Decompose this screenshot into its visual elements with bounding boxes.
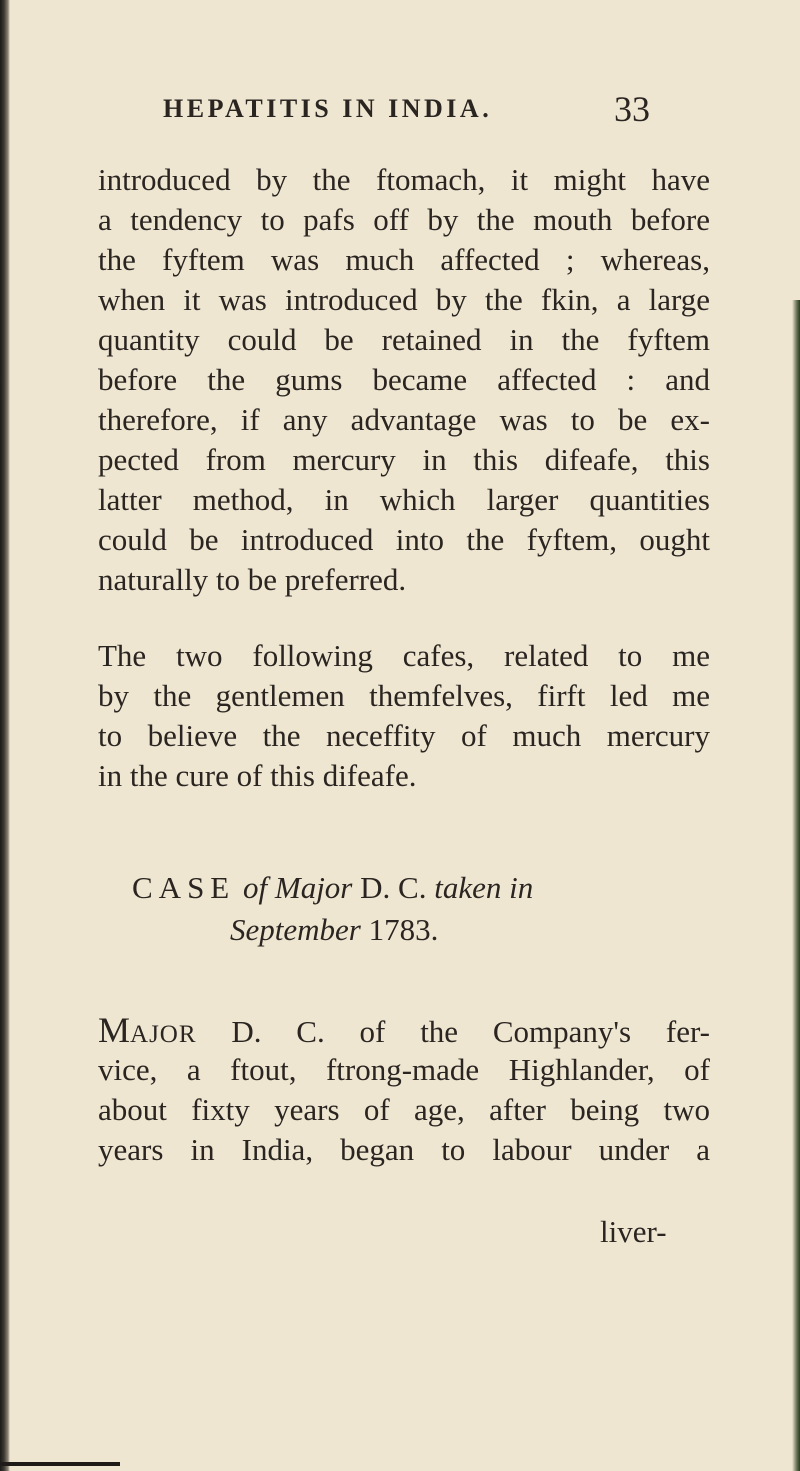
case-heading (132, 868, 533, 908)
drop-initial: M (98, 1010, 131, 1050)
case-initials: D. C. (360, 870, 427, 905)
case-month: September (230, 912, 361, 947)
small-caps-word: AJOR (130, 1021, 197, 1048)
text-line: introduced by the ftomach, it might have (98, 162, 710, 197)
running-title: HEPATITIS IN INDIA. (163, 94, 493, 123)
case-of: of (243, 870, 268, 905)
text-line: could be introduced into the fyftem, ought (98, 522, 710, 557)
text-line-first (98, 1010, 710, 1055)
text-line: to believe the neceffity of much mercury (98, 718, 710, 753)
text-line: vice, a ftout, ftrong-made Highlander, of (98, 1052, 710, 1087)
text-line: when it was introduced by the fkin, a large (98, 282, 710, 317)
text-line: latter method, in which larger quantities (98, 482, 710, 517)
text-line: The two following cafes, related to me (98, 638, 710, 673)
case-year: 1783. (368, 912, 439, 947)
case-major: Major (274, 870, 353, 905)
text-line: pected from mercury in this difeafe, this (98, 442, 710, 477)
text-line: in the cure of this difeafe. (98, 758, 417, 793)
running-head (0, 88, 800, 128)
line-remainder: D. C. of the Company's fer- (231, 1014, 711, 1049)
case-date (230, 910, 438, 950)
text-line: naturally to be preferred. (98, 562, 407, 597)
text-line: the fyftem was much affected ; whereas, (98, 242, 710, 277)
text-line: before the gums became affected : and (98, 362, 710, 397)
text-line: about fixty years of age, after being two (98, 1092, 710, 1127)
bottom-rule (0, 1462, 120, 1466)
case-label: CASE (132, 870, 236, 905)
text-line: quantity could be retained in the fyftem (98, 322, 710, 357)
page-number: 33 (614, 89, 650, 129)
text-line: a tendency to pafs off by the mouth before (98, 202, 710, 237)
text-line: therefore, if any advantage was to be ex- (98, 402, 710, 437)
text-line: by the gentlemen themfelves, firft led me (98, 678, 710, 713)
page-left-edge (0, 0, 10, 1471)
page-right-edge (792, 300, 800, 1471)
text-line: years in India, began to labour under a (98, 1132, 710, 1167)
catchword: liver- (600, 1214, 667, 1249)
case-taken-in: taken in (434, 870, 534, 905)
